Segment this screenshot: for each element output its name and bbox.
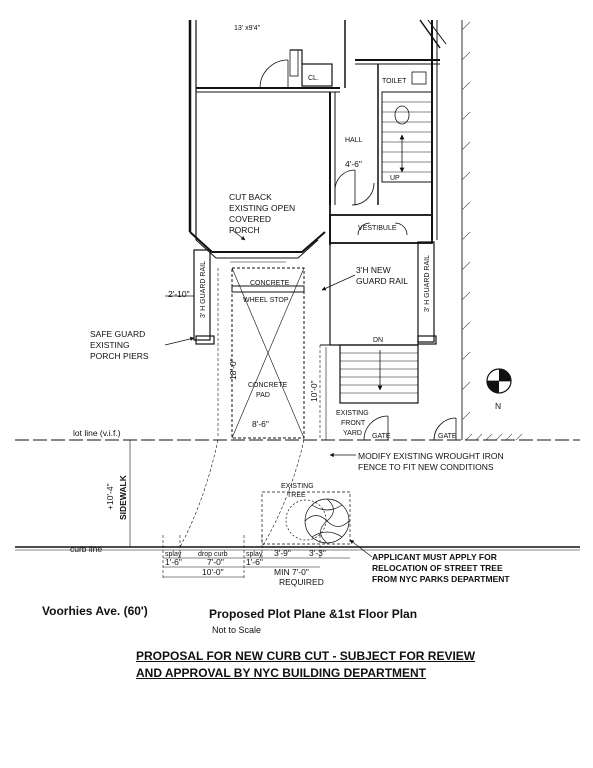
street-tree [262,492,350,544]
pad-label-2: PAD [256,392,270,399]
tree-label-2: TREE [287,492,306,499]
gate-left-label: GATE [372,433,391,440]
concrete-pad [218,268,304,438]
gate-right-label: GATE [438,433,457,440]
splay-left-label: splay [165,551,182,558]
safeguard-label-2: EXISTING [90,340,130,350]
safeguard-label-3: PORCH PIERS [90,351,149,361]
min-required-label-1: MIN 7'-0" [274,567,309,577]
sidewalk-label: SIDEWALK [118,475,128,520]
cut-back-label-4: PORCH [229,225,260,235]
dimension-1-6-right: 1'-6" [246,557,263,567]
toilet-label: TOILET [382,78,407,85]
drop-curb-label: drop curb [198,551,228,558]
modify-fence-label-1: MODIFY EXISTING WROUGHT IRON [358,451,504,461]
tree-label-1: EXISTING [281,483,314,490]
dimension-1-6-left: 1'-6" [165,557,182,567]
splay-right-label: splay [246,551,263,558]
proposal-line-1: PROPOSAL FOR NEW CURB CUT - SUBJECT FOR REVIEW [136,649,476,663]
applicant-note-1: APPLICANT MUST APPLY FOR [372,552,497,562]
modify-fence-label-2: FENCE TO FIT NEW CONDITIONS [358,462,494,472]
dimension-3-9: 3'-9" [274,548,291,558]
cut-back-label-2: EXISTING OPEN [229,203,296,213]
pad-width-dimension: 8'-6" [252,419,269,429]
stair-down-label: DN [373,337,384,344]
applicant-note-2: RELOCATION OF STREET TREE [372,563,503,573]
front-yard-label-3: YARD [343,430,362,437]
setback-dimension: 2'-10" [168,289,190,299]
hall-width-label: 4'-6" [345,159,362,169]
pad-length-dimension: 18'-0" [228,358,238,380]
cut-back-label-1: CUT BACK [229,192,272,202]
north-label: N [495,401,502,411]
dimension-10-0: 10'-0" [202,567,224,577]
new-guard-rail-label-2: GUARD RAIL [356,276,408,286]
sidewalk-dimension: +10'-4" [105,483,115,510]
hall-label: HALL [345,137,363,144]
curb-line-label: curb line [70,544,103,554]
street-name: Voorhies Ave. (60') [42,604,148,618]
vestibule-label: VESTIBULE [358,225,397,232]
closet-label: CL. [308,75,319,82]
guard-rails [194,242,436,345]
guard-rail-left-label: 3' H GUARD RAIL [200,261,207,318]
applicant-note-3: FROM NYC PARKS DEPARTMENT [372,574,510,584]
cut-back-label-3: COVERED [229,214,272,224]
wheel-stop-label-2: WHEEL STOP [243,297,289,304]
proposal-line-2: AND APPROVAL BY NYC BUILDING DEPARTMENT [136,666,427,680]
yard-depth-dimension: 10'-0" [309,380,319,402]
dimension-7-0: 7'-0" [207,557,224,567]
curb-cut-lines [163,440,320,580]
front-yard-label-1: EXISTING [336,410,369,417]
new-guard-rail-label-1: 3'H NEW [356,265,391,275]
scale-note: Not to Scale [212,625,262,635]
guard-rail-right-label: 3' H GUARD RAIL [424,255,431,312]
min-required-label-2: REQUIRED [279,577,324,587]
north-arrow-icon [487,369,511,393]
pad-label-1: CONCRETE [248,382,288,389]
plan-title: Proposed Plot Plane &1st Floor Plan [209,607,418,621]
lot-line-label: lot line (v.i.f.) [73,428,121,438]
front-yard-label-2: FRONT [341,420,366,427]
wheel-stop-label-1: CONCRETE [250,280,290,287]
stair-up-label: UP [390,175,400,182]
safeguard-label-1: SAFE GUARD [90,329,146,339]
room-dimension-label: 13' x9'4" [234,25,261,32]
dimension-3-3: 3'-3" [309,548,326,558]
